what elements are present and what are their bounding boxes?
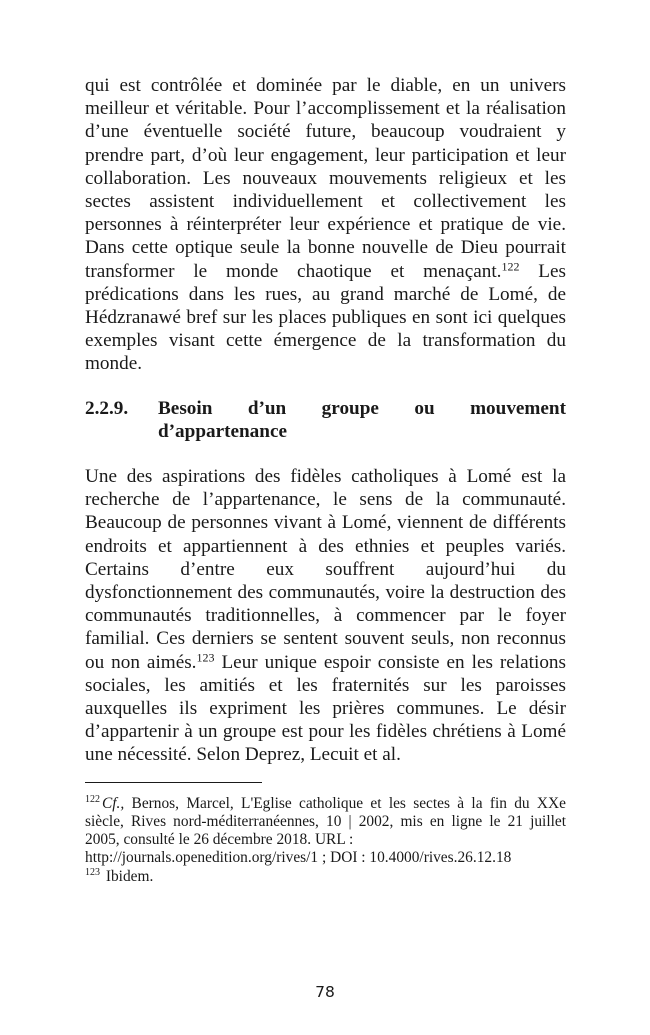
section-number: 2.2.9. — [85, 397, 129, 419]
page-body — [85, 74, 566, 886]
section-title: Besoin d’un groupe ou mouvement d’appartenance — [158, 397, 566, 442]
footnote-text: Bernos, Marcel, L'Eglise catholique et les sectes à la fin du XXe siècle, Rives nord-méditerranéennes, 10 | 2002, mis en ligne le 21 juillet 2005, consulté le 26 décembre 2018. URL : — [85, 794, 566, 849]
footnote-separator — [85, 782, 262, 783]
footnote-reference[interactable]: 122 — [501, 259, 520, 274]
footnotes — [85, 795, 566, 886]
paragraph-text: Leur unique espoir consiste en les relations sociales, les amitiés et les fraternités sur les paroisses auxquelles ils expriment les prières communes. Le désir d’appartenir à un groupe est pour les fidèles chrétiens à Lomé une nécessité. Selon Deprez, Lecuit et al. — [85, 651, 566, 766]
page-number: 78 — [315, 983, 335, 1001]
footnote-cf: Cf., — [102, 794, 125, 812]
footnote-number: 123 — [85, 866, 100, 878]
paragraph-text: qui est contrôlée et dominée par le diable, en un univers meilleur et véritable. Pour l’accomplissement et la réalisation d’une éventuelle société future, beaucoup voudraient y prendre part, d’où leur engagement, leur participation et leur collaboration. Les nouveaux mouvements religieux et les sectes assistent individuellement et collectivement les personnes à réinterpréter leur expérience et pratique de vie. Dans cette optique seule la bonne nouvelle de Dieu pourrait transformer le monde chaotique et menaçant. — [85, 75, 566, 282]
footnote — [85, 868, 566, 886]
footnote-url[interactable]: http://journals.openedition.org/rives/1 ; DOI : 10.4000/rives.26.12.18 — [85, 849, 512, 867]
footnote — [85, 795, 566, 868]
paragraph-text: Les prédications dans les rues, au grand marché de Lomé, de Hédzranawé bref sur les places publiques en sont ici quelques exemples visant cette émergence de la transformation du monde. — [85, 260, 566, 375]
body-paragraph — [85, 465, 566, 767]
footnote-number: 122 — [85, 793, 100, 805]
section-heading — [85, 397, 566, 443]
body-paragraph — [85, 74, 566, 376]
footnote-text: Ibidem. — [105, 867, 154, 885]
paragraph-text: Une des aspirations des fidèles catholiques à Lomé est la recherche de l’appartenance, le sens de la communauté. Beaucoup de personnes vivant à Lomé, viennent de différents endroits et appartiennent à des ethnies et peuples variés. Certains d’entre eux souffrent aujourd’hui du dysfonctionnement des communautés, voire la destruction des communautés traditionnelles, à commencer par le foyer familial. Ces derniers se sentent souvent seuls, non reconnus ou non aimés. — [85, 466, 566, 673]
footnote-reference[interactable]: 123 — [196, 650, 215, 665]
